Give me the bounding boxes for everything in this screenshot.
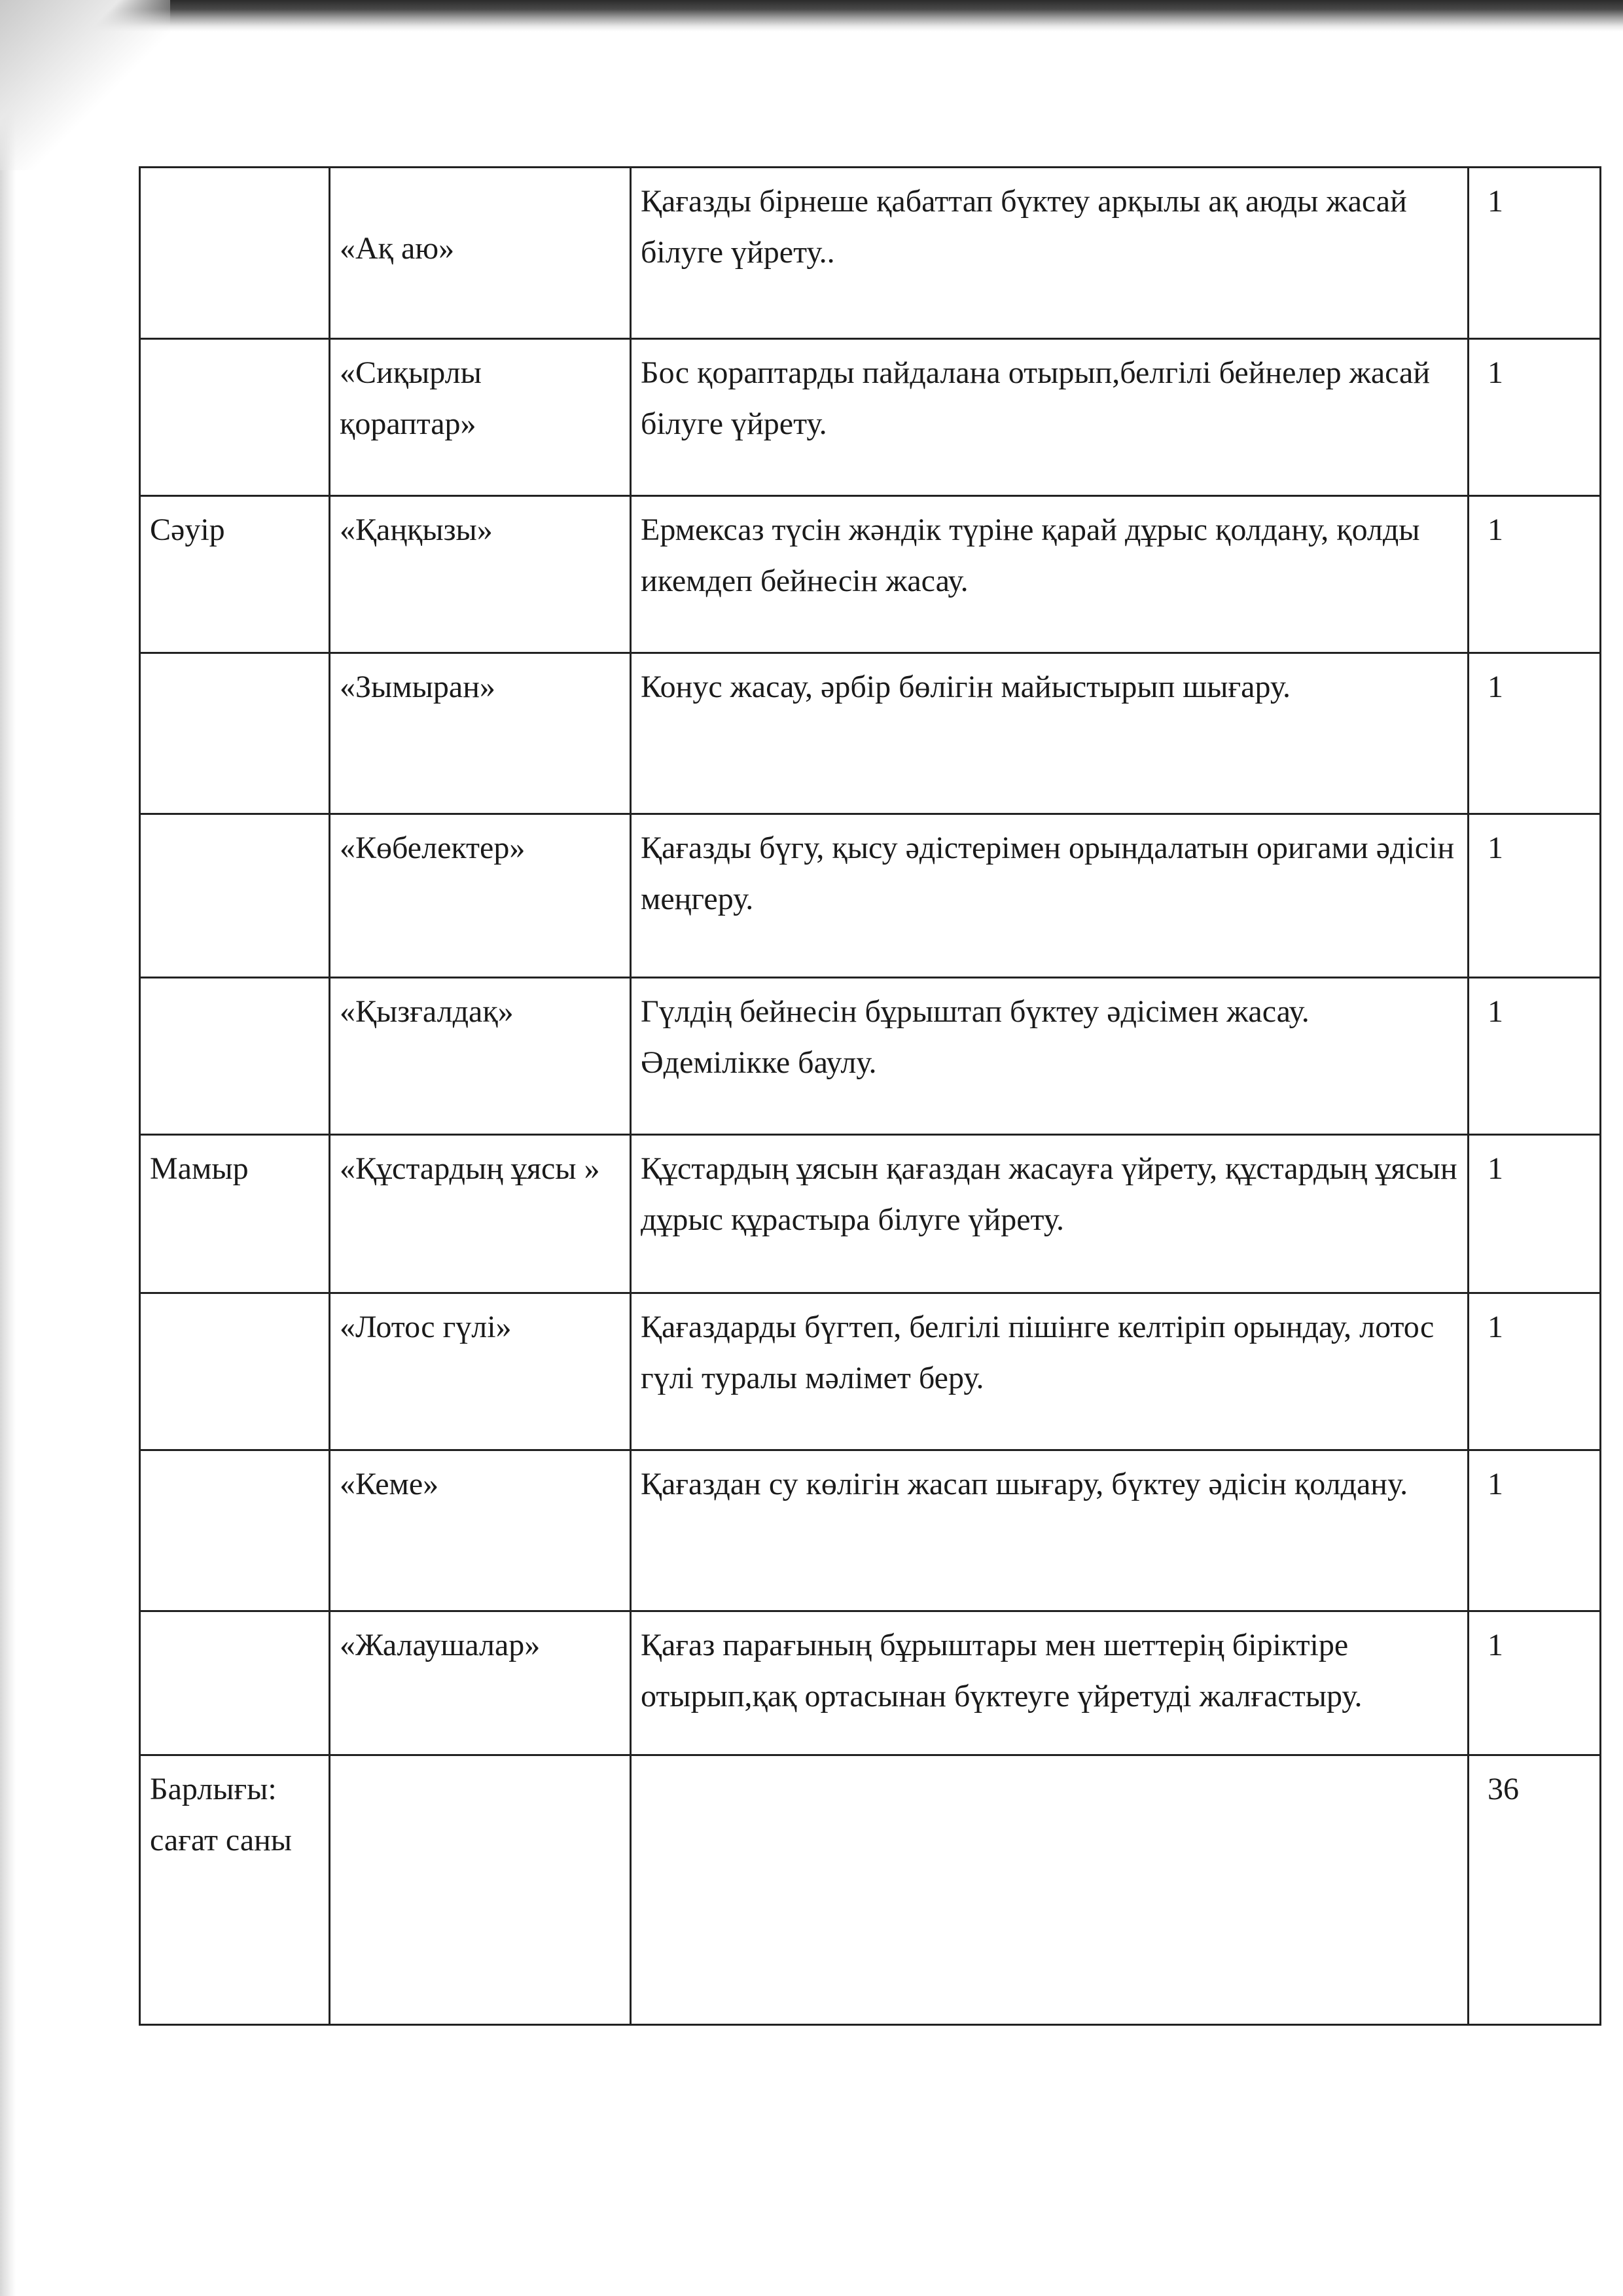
lesson-plan-table — [139, 166, 1601, 2026]
goal-cell: Қағазды бүгу, қысу әдістерімен орындалатын оригами әдісін меңгеру. — [631, 814, 1469, 978]
month-cell: Сәуір — [140, 496, 330, 653]
table-row — [140, 1135, 1601, 1293]
month-cell — [140, 1611, 330, 1755]
topic-cell: «Құстардың ұясы » — [330, 1135, 631, 1293]
total-label-cell: Барлығы: сағат саны — [140, 1755, 330, 2025]
month-cell: Мамыр — [140, 1135, 330, 1293]
goal-cell: Қағаздан су көлігін жасап шығару, бүктеу әдісін қолдану. — [631, 1450, 1469, 1611]
topic-cell: «Зымыран» — [330, 653, 631, 814]
table-row — [140, 496, 1601, 653]
month-cell — [140, 814, 330, 978]
month-cell — [140, 1450, 330, 1611]
topic-cell: «Жалаушалар» — [330, 1611, 631, 1755]
month-cell — [140, 653, 330, 814]
table-row — [140, 1450, 1601, 1611]
topic-cell: «Кеме» — [330, 1450, 631, 1611]
goal-cell — [631, 1755, 1469, 2025]
month-cell — [140, 168, 330, 339]
hours-cell: 1 — [1469, 1135, 1601, 1293]
hours-cell: 1 — [1469, 496, 1601, 653]
table-row — [140, 1293, 1601, 1450]
hours-cell: 1 — [1469, 1450, 1601, 1611]
goal-cell: Құстардың ұясын қағаздан жасауға үйрету, құстардың ұясын дұрыс құрастыра білуге үйрету. — [631, 1135, 1469, 1293]
goal-cell: Гүлдің бейнесін бұрыштап бүктеу әдісімен жасау. Әдемілікке баулу. — [631, 978, 1469, 1135]
hours-cell: 1 — [1469, 653, 1601, 814]
month-cell — [140, 978, 330, 1135]
month-cell — [140, 1293, 330, 1450]
goal-cell: Бос қораптарды пайдалана отырып,белгілі бейнелер жасай білуге үйрету. — [631, 339, 1469, 496]
topic-cell: «Көбелектер» — [330, 814, 631, 978]
topic-cell: «Қызғалдақ» — [330, 978, 631, 1135]
topic-cell — [330, 1755, 631, 2025]
table-row — [140, 1755, 1601, 2025]
total-hours-cell: 36 — [1469, 1755, 1601, 2025]
topic-cell: «Ақ аю» — [330, 168, 631, 339]
table-row — [140, 978, 1601, 1135]
goal-cell: Қағаздарды бүгтеп, белгілі пішінге келтіріп орындау, лотос гүлі туралы мәлімет беру. — [631, 1293, 1469, 1450]
goal-cell: Қағазды бірнеше қабаттап бүктеу арқылы ақ аюды жасай білуге үйрету.. — [631, 168, 1469, 339]
hours-cell: 1 — [1469, 339, 1601, 496]
scan-corner-fold — [0, 0, 170, 170]
hours-cell: 1 — [1469, 814, 1601, 978]
goal-cell: Конус жасау, әрбір бөлігін майыстырып шығару. — [631, 653, 1469, 814]
topic-cell: «Сиқырлы қораптар» — [330, 339, 631, 496]
table-row — [140, 1611, 1601, 1755]
hours-cell: 1 — [1469, 1611, 1601, 1755]
hours-cell: 1 — [1469, 168, 1601, 339]
table-row — [140, 653, 1601, 814]
hours-cell: 1 — [1469, 978, 1601, 1135]
goal-cell: Ермексаз түсін жәндік түріне қарай дұрыс қолдану, қолды икемдеп бейнесін жасау. — [631, 496, 1469, 653]
table-row — [140, 814, 1601, 978]
table-row — [140, 168, 1601, 339]
hours-cell: 1 — [1469, 1293, 1601, 1450]
goal-cell: Қағаз парағының бұрыштары мен шеттерің біріктіре отырып,қақ ортасынан бүктеуге үйретуді жалғастыру. — [631, 1611, 1469, 1755]
scan-left-edge — [0, 0, 16, 2296]
scan-top-edge — [0, 0, 1623, 31]
table-row — [140, 339, 1601, 496]
topic-cell: «Қаңқызы» — [330, 496, 631, 653]
topic-cell: «Лотос гүлі» — [330, 1293, 631, 1450]
month-cell — [140, 339, 330, 496]
